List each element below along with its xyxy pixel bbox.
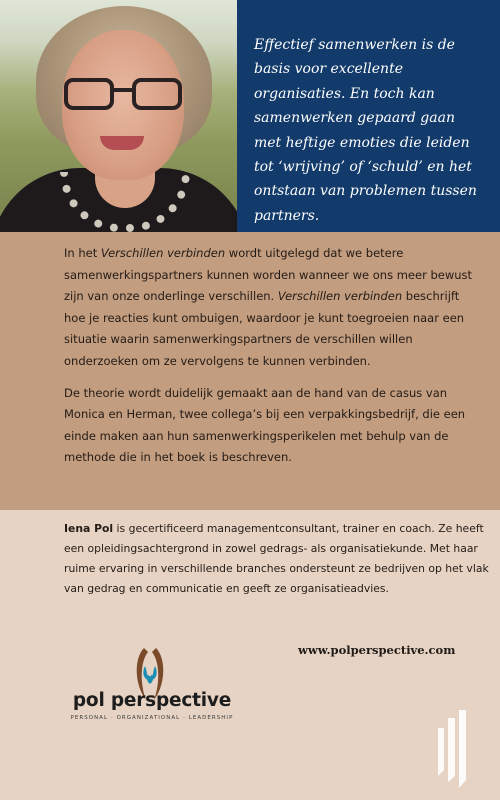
paragraph-text: beschrijft hoe je reacties kunt ombuigen, waardoor je kunt toegroeien naar een situatie waarin samenwerkingspartners de verschillen willen onderzoeken om ze vervolgens te kunnen verbinden. xyxy=(64,289,465,368)
author-bio-text: is gecertificeerd managementconsultant, trainer en coach. Ze heeft een opleidingsachtergrond in zowel gedrags- als organisatiekunde. Met haar ruime ervaring in verschillende branches ondersteunt ze bedrijven op het vlak van gedrag en communicatie en geeft ze organisatieadvies. xyxy=(64,522,489,595)
logo-wordmark: pol perspective xyxy=(72,690,232,711)
author-name: Iena Pol xyxy=(64,522,114,535)
book-title-mention: Verschillen verbinden xyxy=(100,246,226,260)
portrait-glasses xyxy=(64,78,182,112)
quote-panel xyxy=(237,0,500,232)
author-bio xyxy=(64,519,494,599)
author-section xyxy=(0,510,500,800)
publisher-mark-icon xyxy=(432,710,472,788)
paragraph-text: In het xyxy=(64,246,101,260)
logo-tagline: PERSONAL · ORGANIZATIONAL · LEADERSHIP xyxy=(70,715,234,721)
description-paragraph-1 xyxy=(64,243,484,373)
book-title-mention: Verschillen verbinden xyxy=(277,289,403,304)
author-portrait-photo xyxy=(0,0,237,232)
paragraph-text: wordt uitgelegd dat we betere samenwerkingspartners kunnen worden wanneer we ons meer bewust zijn van onze onderlinge verschillen. xyxy=(64,246,473,304)
description-section xyxy=(0,232,500,510)
pull-quote: Effectief samenwerken is de basis voor excellente organisaties. En toch kan samenwerken gepaard gaan met heftige emoties die leiden tot ‘wrijving’ of ‘schuld’ en het ontstaan van problemen tussen partners. xyxy=(254,37,477,224)
website-link[interactable]: www.polperspective.com xyxy=(298,643,456,657)
description-paragraph-2: De theorie wordt duidelijk gemaakt aan de hand van de casus van Monica en Herman, twee collega’s bij een verpakkingsbedrijf, die een einde maken aan hun samenwerkingsperikelen met behulp van de methode die in het boek is beschreven. xyxy=(64,385,466,465)
